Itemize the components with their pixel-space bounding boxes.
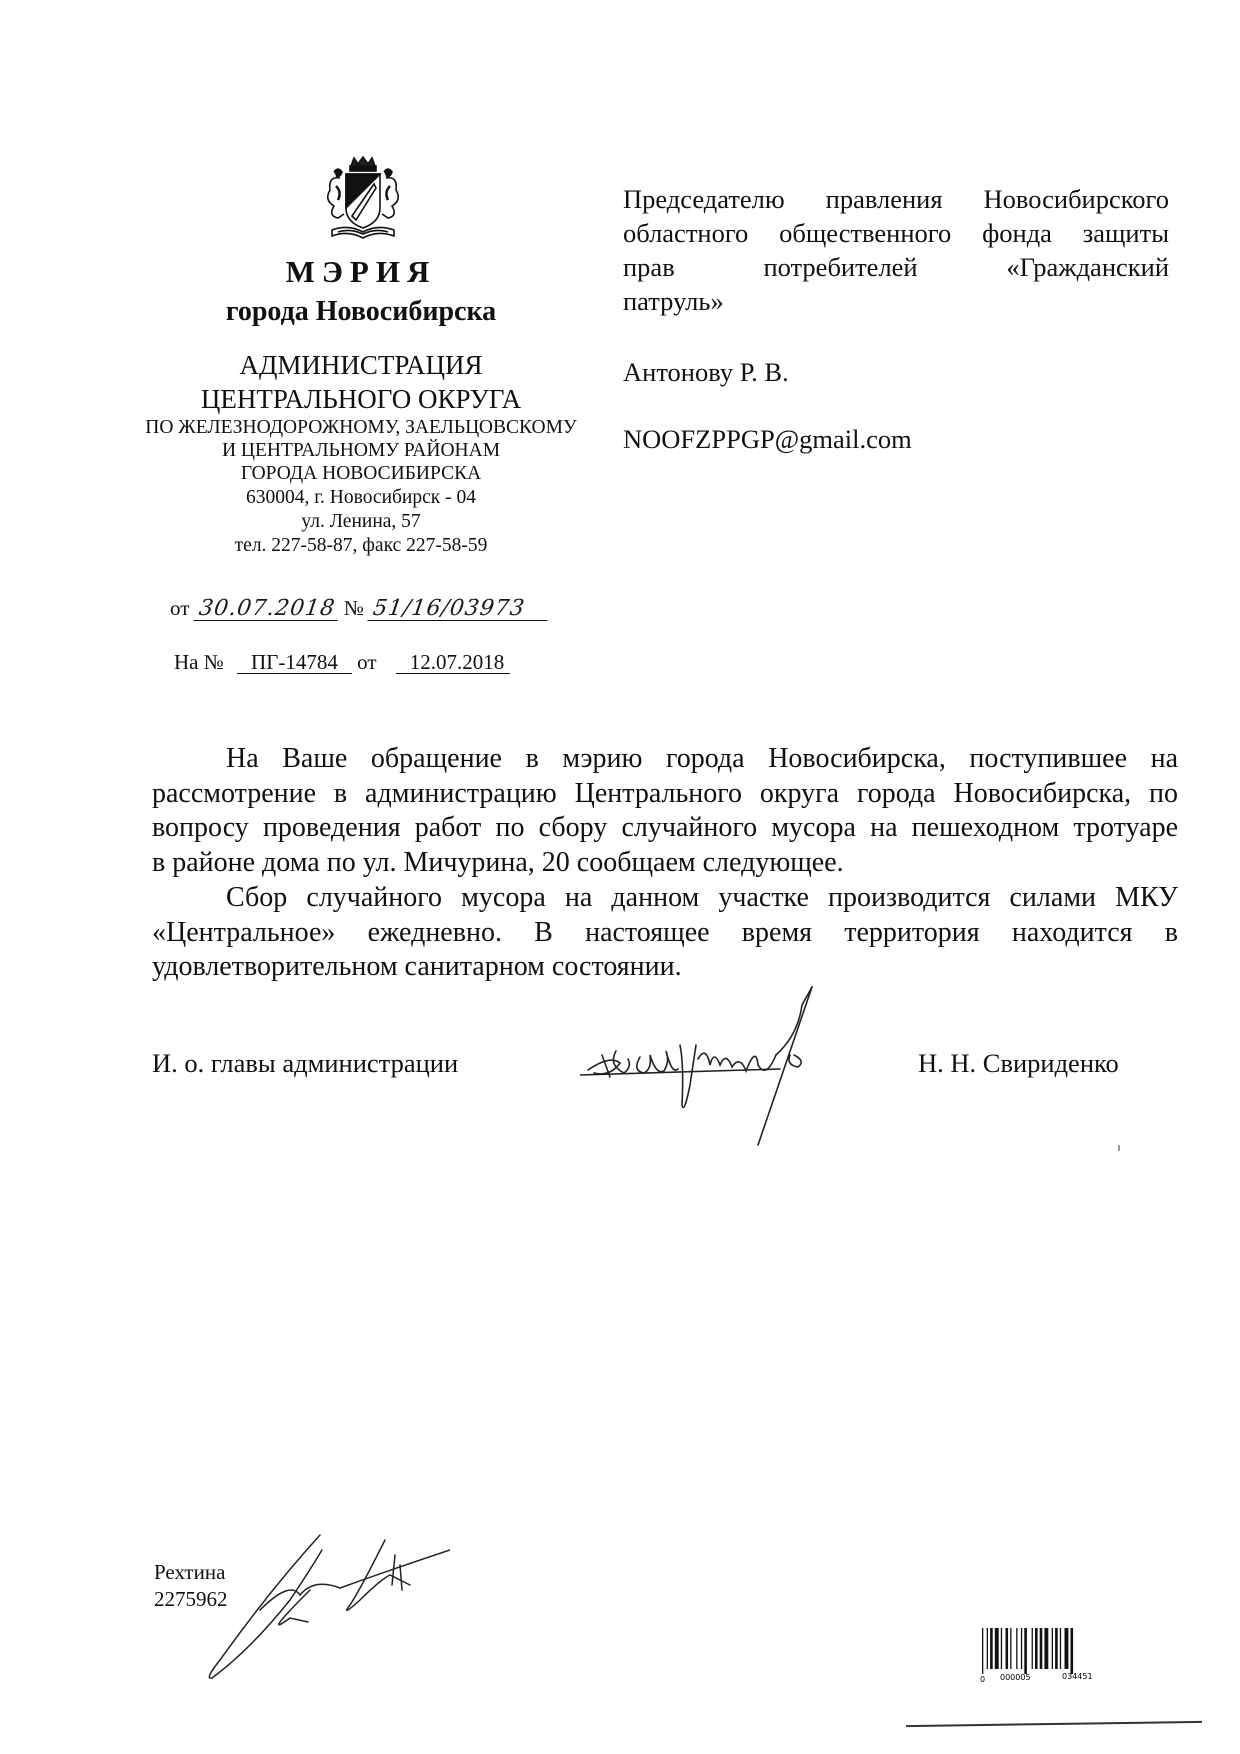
barcode-bar — [982, 1628, 983, 1674]
signatory-position: И. о. главы администрации — [152, 1048, 459, 1078]
barcode-bar — [1010, 1628, 1011, 1669]
barcode-bar — [1040, 1628, 1043, 1669]
letterhead-admin-line: АДМИНИСТРАЦИЯ — [239, 350, 483, 380]
incoming-date: 12.07.2018 — [396, 652, 511, 674]
incoming-from-label: от — [357, 650, 377, 674]
barcode-digits-left: 0 — [980, 1675, 986, 1684]
barcode-bar — [1016, 1628, 1017, 1669]
letterhead-address-line: ул. Ленина, 57 — [301, 511, 421, 532]
barcode-bar — [1021, 1628, 1022, 1669]
barcode-bar — [1044, 1628, 1048, 1669]
signatory-name: Н. Н. Свириденко — [918, 1048, 1119, 1078]
body-line: вопросу проведения работ по сбору случайного мусора на пешеходном тротуаре — [152, 812, 1178, 844]
executor-signature — [190, 1530, 450, 1690]
executor-name: Рехтина — [154, 1560, 226, 1584]
incoming-number: ПГ-14784 — [237, 652, 352, 674]
barcode-bar — [990, 1628, 993, 1669]
outgoing-from-label: от — [170, 596, 190, 620]
letterhead-district-line: И ЦЕНТРАЛЬНОМУ РАЙОНАМ — [221, 440, 501, 461]
barcode-bar — [1006, 1628, 1009, 1669]
barcode-bar — [1035, 1628, 1038, 1669]
letterhead-title: МЭРИЯ — [285, 254, 437, 289]
letter-body — [152, 742, 1178, 985]
coat-of-arms-emblem — [318, 156, 408, 244]
body-line: «Центральное» ежедневно. В настоящее время территория находится в — [152, 916, 1178, 948]
recipient-email: NOOFZPPGP@gmail.com — [623, 424, 912, 454]
letterhead-district-line: ГОРОДА НОВОСИБИРСКА — [240, 463, 482, 484]
incoming-label: На № — [174, 650, 224, 674]
barcode-digits-mid: 000005 — [1000, 1673, 1031, 1682]
barcode-bar — [1060, 1628, 1061, 1669]
barcode-bar — [1024, 1628, 1027, 1674]
executor-phone: 2275962 — [154, 1587, 228, 1611]
body-line: На Ваше обращение в мэрию города Новосибирска, поступившее на — [226, 743, 1178, 774]
scan-speck — [1118, 1145, 1120, 1151]
letterhead-admin-line: ЦЕНТРАЛЬНОГО ОКРУГА — [200, 384, 522, 414]
recipient-block — [623, 182, 1169, 318]
letterhead-city: города Новосибирска — [225, 296, 497, 327]
body-line: удовлетворительном санитарном состоянии. — [152, 951, 682, 983]
barcode-bar — [1055, 1628, 1058, 1669]
outgoing-reference — [170, 598, 549, 621]
barcode-bar — [1001, 1628, 1002, 1669]
barcode-bar — [1065, 1628, 1069, 1669]
barcode — [978, 1628, 1120, 1686]
incoming-reference — [174, 652, 510, 674]
scan-edge-line — [906, 1721, 1202, 1727]
outgoing-date: 30.07.2018 — [193, 598, 340, 621]
barcode-bar — [995, 1628, 999, 1669]
letterhead-district-line: ПО ЖЕЛЕЗНОДОРОЖНОМУ, ЗАЕЛЬЦОВСКОМУ — [145, 417, 577, 438]
barcode-bar — [1052, 1628, 1053, 1669]
body-line: в районе дома по ул. Мичурина, 20 сообщаем следующее. — [152, 847, 844, 879]
recipient-line: прав потребителей «Гражданский — [623, 252, 1169, 282]
barcode-bar — [1032, 1628, 1033, 1669]
barcode-bar — [1071, 1628, 1074, 1674]
recipient-name: Антонову Р. В. — [623, 357, 789, 387]
letterhead-address-line: тел. 227-58-87, факс 227-58-59 — [234, 535, 488, 556]
letterhead-address-line: 630004, г. Новосибирск - 04 — [245, 487, 476, 508]
recipient-line: областного общественного фонда защиты — [623, 218, 1169, 248]
outgoing-number-label: № — [343, 596, 364, 620]
barcode-digits-right: 034451 — [1062, 1672, 1093, 1681]
body-line: рассмотрение в администрацию Центрального округа города Новосибирска, по — [152, 777, 1178, 809]
recipient-line: Председателю правления Новосибирского — [623, 184, 1169, 214]
body-line: Сбор случайного мусора на данном участке производится силами МКУ — [226, 881, 1178, 913]
handwritten-signature — [580, 985, 890, 1150]
barcode-bar — [987, 1628, 988, 1669]
outgoing-number: 51/16/03973 — [368, 598, 551, 621]
recipient-line: патруль» — [623, 286, 724, 316]
